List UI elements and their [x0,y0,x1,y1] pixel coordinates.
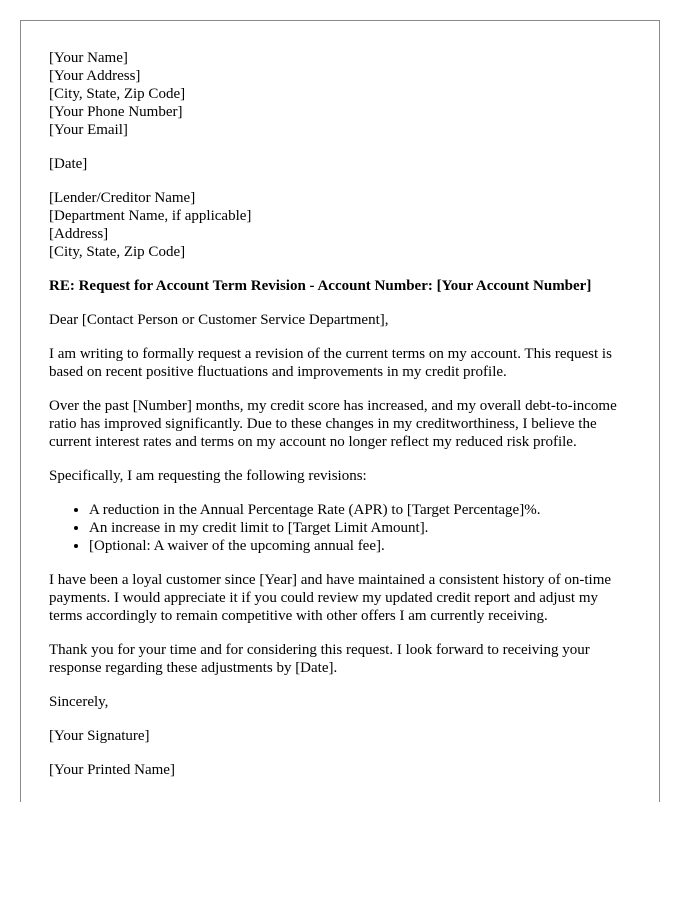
revision-item: • An increase in my credit limit to [Target Limit Amount]. [89,519,634,537]
body-paragraph: Specifically, I am requesting the following revisions: [49,468,367,484]
letter-date: [Date] [49,156,88,172]
letter-body [49,49,634,795]
recipient-block [49,189,634,261]
sender-email: [Your Email] [49,122,128,138]
salutation: Dear [Contact Person or Customer Service Department], [49,312,389,328]
printed-name: [Your Printed Name] [49,762,175,778]
revisions-list [49,501,634,555]
sender-name: [Your Name] [49,50,128,66]
subject-line: RE: Request for Account Term Revision - Account Number: [Your Account Number] [49,278,592,294]
body-paragraph: Thank you for your time and for considering this request. I look forward to receiving your response regarding these adjustments by [Date]. [49,642,590,676]
revision-item: • A reduction in the Annual Percentage Rate (APR) to [Target Percentage]%. [89,501,634,519]
closing: Sincerely, [49,694,109,710]
sender-city-state-zip: [City, State, Zip Code] [49,86,186,102]
sender-phone: [Your Phone Number] [49,104,183,120]
letter-page [20,20,660,802]
body-paragraph: I have been a loyal customer since [Year] and have maintained a consistent history of on-time payments. I would appreciate it if you could review my updated credit report and adjust my terms accordingly to remain competitive with other offers I am currently receiving. [49,572,612,624]
date-block [49,155,634,173]
sender-address: [Your Address] [49,68,141,84]
recipient-department: [Department Name, if applicable] [49,208,252,224]
signature: [Your Signature] [49,728,150,744]
recipient-name: [Lender/Creditor Name] [49,190,196,206]
body-paragraph: Over the past [Number] months, my credit score has increased, and my overall debt-to-income ratio has improved significantly. Due to these changes in my creditworthiness, I believe the current interest rates and terms on my account no longer reflect my reduced risk profile. [49,398,617,450]
recipient-city-state-zip: [City, State, Zip Code] [49,244,186,260]
body-paragraph: I am writing to formally request a revision of the current terms on my account. This request is based on recent positive fluctuations and improvements in my credit profile. [49,346,612,380]
recipient-address: [Address] [49,226,109,242]
sender-block [49,49,634,139]
revision-item: • [Optional: A waiver of the upcoming annual fee]. [89,537,634,555]
